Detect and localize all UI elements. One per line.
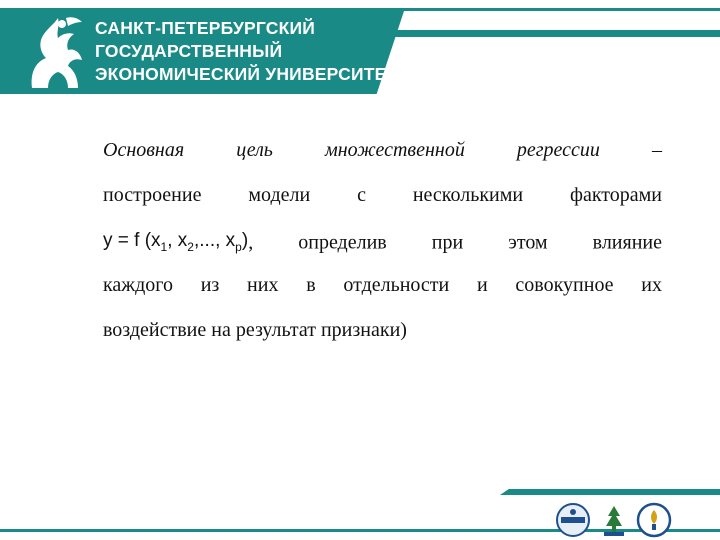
footer-stripe-right xyxy=(500,489,720,495)
formula-sub-2: 2 xyxy=(187,239,194,254)
griffin-logo-icon xyxy=(22,12,92,90)
emblem-logo-3-icon xyxy=(636,502,672,538)
header-stripe-right xyxy=(355,30,720,37)
formula-tail: ,..., x xyxy=(193,230,236,251)
emblem-logo-1-icon xyxy=(555,502,591,538)
formula-sub-p: p xyxy=(235,239,242,254)
slide-content xyxy=(103,128,662,353)
text-line-2: построение модели с несколькими факторами xyxy=(103,184,662,206)
text-line-4: каждого из них в отдельности и совокупное их xyxy=(103,274,662,296)
university-name-line2: ГОСУДАРСТВЕННЫЙ xyxy=(95,41,283,61)
header xyxy=(0,0,720,94)
text-line-1: Основная цель множественной регрессии – xyxy=(103,139,662,161)
formula-close: ) xyxy=(241,230,249,251)
formula-lhs: y = f (x xyxy=(103,230,161,251)
text-line-3 xyxy=(103,218,662,263)
text-line-3-rest: , определив при этом влияние xyxy=(248,231,662,254)
formula-mid: , x xyxy=(167,230,188,251)
formula-sub-1: 1 xyxy=(160,239,168,254)
university-name-line3: ЭКОНОМИЧЕСКИЙ УНИВЕРСИТЕТ xyxy=(95,64,398,84)
emblem-logo-2-icon xyxy=(596,502,632,538)
text-line-5: воздействие на результат признаки) xyxy=(103,319,407,341)
header-stripe-top xyxy=(330,8,720,11)
university-name-line1: САНКТ-ПЕТЕРБУРГСКИЙ xyxy=(95,18,316,38)
